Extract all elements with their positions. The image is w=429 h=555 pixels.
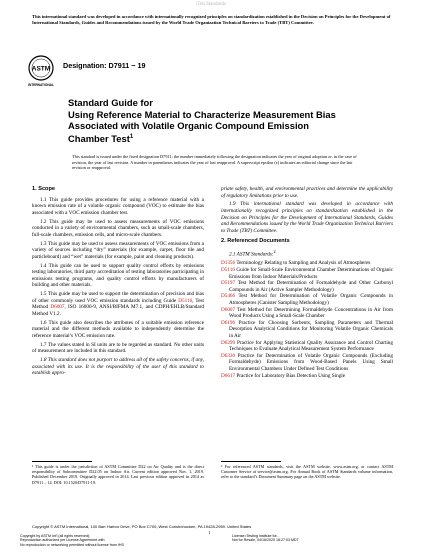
reference-item bbox=[221, 280, 393, 293]
reference-id-link[interactable]: D6007 bbox=[221, 306, 236, 313]
reference-id-link[interactable]: D5116 bbox=[221, 267, 235, 274]
astm-standards-footnote-mark: 2 bbox=[273, 248, 276, 254]
astm-logo bbox=[26, 55, 56, 89]
footnote-1: ¹ This guide is under the jurisdiction of ASTM Committee D22 on Air Quality and is the direct responsibility of Subcommittee D22.05 on Indoor Air. Current edition approved Nov. 1, 2019. Published December 2019. Originally approved in 2014. Last previous edition approved in 2014 as D7911 – 14. DOI: 10.1520/D7911-19. bbox=[32, 464, 204, 485]
license-footer-right: License=Testing Institute for... Not for Resale, 04/16/2020 18:27:03 MDT bbox=[232, 534, 299, 543]
reference-item bbox=[221, 373, 393, 380]
reference-title: Practice for Laboratory Bias Detection Using Single bbox=[235, 372, 346, 379]
title-line-4-text: Chamber Test bbox=[68, 132, 130, 144]
title-line-3: Associated with Volatile Organic Compound Emission bbox=[68, 120, 310, 132]
reference-list bbox=[221, 260, 393, 379]
left-column bbox=[32, 186, 204, 379]
document-title bbox=[68, 97, 368, 145]
page-number: 1 bbox=[208, 530, 211, 535]
p15-text-c: , ISO 16000-9, ANSI/BIFMA M7.1, and CDPH/EHLB/Standard Method V1.2. bbox=[32, 304, 205, 317]
reference-id-link[interactable]: D6330 bbox=[221, 352, 236, 359]
paragraph-1-4: 1.4 This guide can be used to support quality control efforts by emissions testing laboratories, third party accreditation of testing laboratories participating in emissions testing programs, and quality control efforts by manufacturers of building and other materials. bbox=[32, 262, 204, 289]
ref-link-d5116[interactable]: D5116 bbox=[178, 297, 193, 304]
footnote-rule-left bbox=[32, 461, 92, 462]
reference-item bbox=[221, 340, 393, 353]
reference-title: Practice for Choosing Sorbents, Sampling Parameters and Thermal Desorption Analytical Conditions for Monitoring Volatile Organic Chemicals in Air bbox=[229, 319, 393, 339]
logo-subtext: INTERNATIONAL bbox=[28, 83, 54, 87]
paragraph-1-9: 1.9 This international standard was developed in accordance with internationally recognized principles on standardization established in the Decision on Principles for the Development of International Standards, Guides and Recommendations issued by the World Trade Organization Technical Barriers to Trade (TBT) Committee. bbox=[221, 201, 393, 234]
designation: Designation: D7911 − 19 bbox=[63, 61, 146, 70]
paragraph-1-6: 1.6 This guide also describes the attributes of a suitable emission reference material and the different methods available to independently determine the reference material’s VOC emission rate. bbox=[32, 319, 204, 339]
reference-id-link[interactable]: D6299 bbox=[221, 339, 236, 346]
section-heading-scope: 1. Scope bbox=[32, 186, 56, 192]
reference-item bbox=[221, 293, 393, 306]
reference-title: Practice for Applying Statistical Quality Assurance and Control Charting Techniques to Evaluate Analytical Measurement System Performance bbox=[229, 339, 393, 353]
title-line-1: Standard Guide for bbox=[68, 97, 153, 108]
section-heading-referenced-documents: 2. Referenced Documents bbox=[221, 238, 290, 245]
title-line-4 bbox=[68, 132, 368, 145]
footnote-rule-right bbox=[221, 461, 281, 462]
reference-item bbox=[221, 267, 393, 280]
reference-title: Test Method for Determination of Formaldehyde and Other Carbonyl Compounds in Air (Active Sampler Methodology) bbox=[229, 280, 393, 293]
logo-text: ASTM bbox=[31, 65, 51, 73]
paragraph-1-5 bbox=[32, 291, 204, 317]
paragraph-1-7: 1.7 The values stated in SI units are to be regarded as standard. No other units of measurement are included in this standard. bbox=[32, 341, 204, 355]
license-footer-left: Copyright by ASTM Int'l (all rights reserved); Reproduction authorized per License Agreement with No reproduction or networking permitted without license from IHS bbox=[20, 534, 124, 547]
paragraph-1-2: 1.2 This guide may be used to assess measurements of VOC emissions conducted in a variety of environmental chambers, such as small-scale chambers, full-scale chambers, emission cells, and micro-scale chambers. bbox=[32, 218, 204, 238]
title-footnote-mark: 1 bbox=[129, 133, 134, 140]
ref-link-d6007[interactable]: D6007 bbox=[50, 304, 65, 311]
paragraph-1-8: 1.8 This standard does not purport to address all of the safety concerns, if any, associated with its use. It is the responsibility of the user of this standard to establish appro- bbox=[32, 356, 204, 377]
reference-title: Test Method for Determination of Volatile Organic Compounds in Atmospheres (Canister Sampling Methodology) bbox=[229, 293, 393, 307]
reference-item bbox=[221, 320, 393, 340]
p15-text-a: 1.5 This guide may be used to support the determination of precision and bias of other commonly used VOC emission standards including Guide bbox=[32, 291, 204, 304]
p15-text-b: , Test Method bbox=[32, 297, 204, 311]
reference-title: Test Method for Determining Formaldehyde Concentrations in Air from Wood Products Using a Small-Scale Chamber bbox=[229, 306, 393, 320]
reference-item bbox=[221, 353, 393, 373]
reference-id-link[interactable]: D6617 bbox=[221, 372, 236, 379]
reference-title: Guide for Small-Scale Environmental Chamber Determinations of Organic Emissions from Indoor Materials/Products bbox=[229, 267, 393, 280]
footnote-2: ² For referenced ASTM standards, visit the ASTM website, www.astm.org, or contact ASTM Customer Service at service@astm.org. For Annual Book of ASTM Standards volume information, refer to the standard’s Document Summary page on the ASTM website. bbox=[221, 464, 393, 480]
title-line-2: Using Reference Material to Characterize Measurement Bias bbox=[68, 108, 336, 120]
astm-standards-label: 2.1 ASTM Standards: bbox=[229, 251, 274, 258]
paragraph-1-1: 1.1 This guide provides procedures for using a reference material with a known emission rate of a volatile organic compound (VOC) to estimate the bias associated with a VOC emission chamber test. bbox=[32, 196, 204, 216]
astm-standards-subheading bbox=[221, 249, 393, 258]
standard-note: This standard is issued under the fixed designation D7911; the number immediately following the designation indicates the year of original adoption or, in the case of revision, the year of last revision. A number in parentheses indicates the year of last reapproval. A superscript epsilon (ε) indicates an editorial change since the last revision or reapproval. bbox=[72, 154, 357, 170]
copyright-line: Copyright © ASTM International, 100 Barr Harbor Drive, PO Box C700, West Conshohocken, PA 19428-2959. United States bbox=[32, 524, 252, 529]
reference-title: Terminology Relating to Sampling and Analysis of Atmospheres bbox=[235, 260, 371, 267]
watermark: iTeh Standards bbox=[196, 2, 226, 7]
reference-id-link[interactable]: D5466 bbox=[221, 293, 236, 300]
right-column bbox=[221, 186, 393, 379]
reference-title: Practice for Determination of Volatile Organic Compounds (Excluding Formaldehyde) Emissions from Wood-Based Panels Using Small Environmental Chambers Under Defined Test Conditions bbox=[229, 352, 393, 372]
reference-item bbox=[221, 307, 393, 320]
reference-id-link[interactable]: D6196 bbox=[221, 319, 236, 326]
paragraph-1-3: 1.3 This guide may be used to assess measurements of VOC emissions from a variety of sources including “dry” materials (for example, carpet, floor tile and particleboard) and “wet” materials (for example, paint and cleaning products). bbox=[32, 240, 204, 260]
reference-id-link[interactable]: D1356 bbox=[221, 260, 236, 267]
paragraph-1-8-cont: priate safety, health, and environmental practices and determine the applicability of regulatory limitations prior to use. bbox=[221, 186, 393, 199]
reference-id-link[interactable]: D5197 bbox=[221, 280, 236, 287]
top-notice: This international standard was developed in accordance with internationally recognized principles on standardization established in the Decision on Principles for the Development of International Standards, Guides and Recommendations issued by the World Trade Organization Technical Barriers to Trade (TBT) Committee. bbox=[32, 14, 391, 25]
